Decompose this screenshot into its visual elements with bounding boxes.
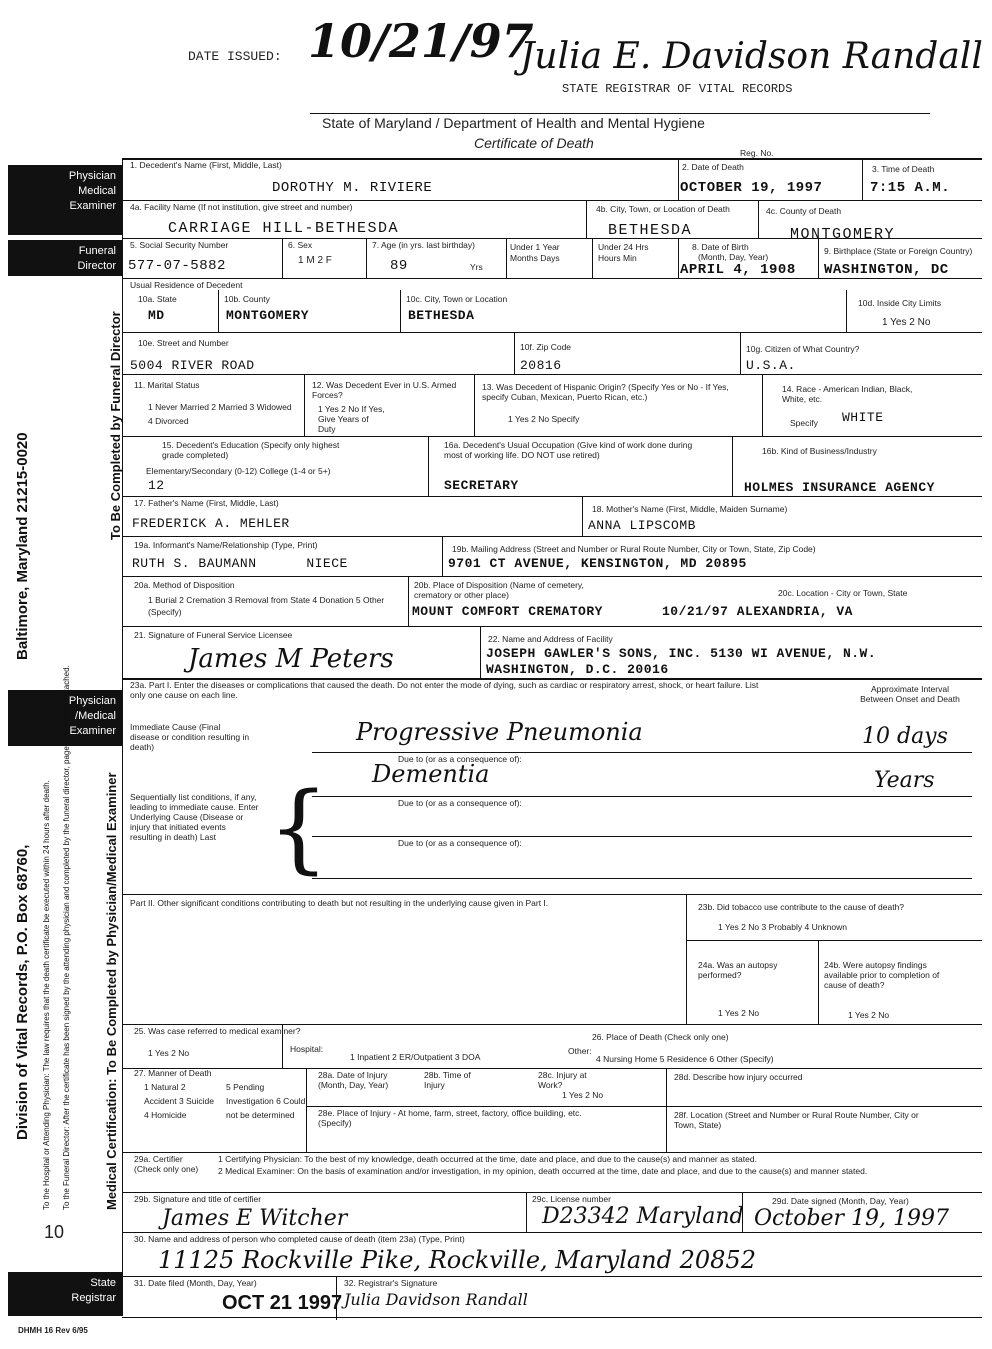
- f31-label: 31. Date filed (Month, Day, Year): [134, 1278, 257, 1288]
- f28e-label: 28e. Place of Injury - At home, farm, street, factory, office building, etc. (Specify): [318, 1108, 582, 1128]
- medical-vertical-text: Medical Certification: To Be Completed by Physician/Medical Examiner: [104, 772, 119, 1210]
- part2-label: Part II. Other significant conditions contributing to death but not resulting in the underlying cause given in Part I.: [130, 898, 549, 908]
- f20b-label: 20b. Place of Disposition (Name of cemetery, crematory or other place): [414, 580, 584, 600]
- city: BETHESDA: [408, 308, 475, 323]
- manner-options-2: 5 Pending Investigation 6 Could not be determined: [226, 1082, 306, 1120]
- sex: 1 M 2 F: [298, 255, 332, 266]
- inside-city-limits: 1 Yes 2 No: [882, 317, 931, 328]
- hospital-options: 1 Inpatient 2 ER/Outpatient 3 DOA: [350, 1052, 481, 1062]
- street: 5004 RIVER ROAD: [130, 358, 255, 373]
- form-code: DHMH 16 Rev 6/95: [18, 1326, 88, 1335]
- county-of-death: MONTGOMERY: [790, 226, 896, 243]
- side-state-registrar: State Registrar: [8, 1272, 122, 1316]
- completer-address: 11125 Rockville Pike, Rockville, Maryland 20852: [158, 1246, 756, 1274]
- city-of-death: BETHESDA: [608, 222, 693, 239]
- agency-name: State of Maryland / Department of Health and Mental Hygiene: [322, 115, 705, 131]
- f10f-label: 10f. Zip Code: [520, 342, 572, 352]
- f24a-label: 24a. Was an autopsy performed?: [698, 960, 778, 980]
- registrar-signature-bottom: Julia Davidson Randall: [344, 1290, 528, 1309]
- f29b-label: 29b. Signature and title of certifier: [134, 1194, 262, 1204]
- disposition-place: MOUNT COMFORT CREMATORY: [412, 604, 603, 619]
- f4a-label: 4a. Facility Name (If not institution, give street and number): [130, 202, 353, 212]
- side-physician-1: Physician Medical Examiner: [8, 165, 122, 235]
- f23b-label: 23b. Did tobacco use contribute to the cause of death?: [698, 902, 905, 912]
- f7-label: 7. Age (in yrs. last birthday): [372, 240, 475, 250]
- business: HOLMES INSURANCE AGENCY: [744, 480, 935, 495]
- f17-label: 17. Father's Name (First, Middle, Last): [134, 498, 279, 508]
- under-1-sub: Months Days: [510, 253, 560, 263]
- due-to-2: Due to (or as a consequence of):: [398, 798, 522, 808]
- facility-line-2: WASHINGTON, D.C. 20016: [486, 662, 669, 677]
- date-issued-label: DATE ISSUED:: [188, 49, 282, 64]
- f5-label: 5. Social Security Number: [130, 240, 229, 250]
- time-of-death: 7:15 A.M.: [870, 180, 951, 196]
- f32-label: 32. Registrar's Signature: [344, 1278, 438, 1288]
- under-24-sub: Hours Min: [598, 253, 637, 263]
- citizen-country: U.S.A.: [746, 358, 796, 373]
- f19b-label: 19b. Mailing Address (Street and Number or Rural Route Number, City or Town, State, Zip Code): [452, 544, 816, 554]
- certifier-option-2: 2 Medical Examiner: On the basis of examination and/or investigation, in my opinion, death occurred at the time, date and place, and due to the cause(s) and manner stated.: [218, 1166, 868, 1176]
- zip: 20816: [520, 358, 562, 373]
- interval-label: Approximate Interval Between Onset and Death: [860, 684, 960, 704]
- f19a-label: 19a. Informant's Name/Relationship (Type, Print): [134, 540, 318, 550]
- f15-label: 15. Decedent's Education (Specify only highest grade completed): [162, 440, 340, 460]
- due-to-3: Due to (or as a consequence of):: [398, 838, 522, 848]
- hispanic-options: 1 Yes 2 No Specify: [508, 414, 580, 424]
- date-signed: October 19, 1997: [754, 1206, 950, 1231]
- f20c-label: 20c. Location - City or Town, State: [778, 588, 908, 598]
- county: MONTGOMERY: [226, 308, 310, 323]
- autopsy-options: 1 Yes 2 No: [718, 1008, 760, 1018]
- registrar-title: STATE REGISTRAR OF VITAL RECORDS: [562, 82, 793, 96]
- f4c-label: 4c. County of Death: [766, 206, 842, 216]
- armed-forces-options: 1 Yes 2 No If Yes, Give Years of Duty: [318, 404, 385, 434]
- ssn: 577-07-5882: [128, 258, 226, 274]
- f14-specify: Specify: [790, 418, 818, 428]
- f30-label: 30. Name and address of person who completed cause of death (item 23a) (Type, Print): [134, 1234, 465, 1244]
- date-issued: 10/21/97: [308, 14, 534, 68]
- age-unit: Yrs: [470, 262, 483, 272]
- hospital-label: Hospital:: [290, 1044, 324, 1054]
- sequential-label: Sequentially list conditions, if any, leading to immediate cause. Enter Underlying Cause (Disease or injury that initiated events resulting in death) Last: [130, 792, 259, 842]
- immediate-cause-label: Immediate Cause (Final disease or condition resulting in death): [130, 722, 250, 752]
- f3-label: 3. Time of Death: [872, 164, 935, 174]
- education: 12: [148, 478, 165, 493]
- f9-label: 9. Birthplace (State or Foreign Country): [824, 246, 973, 256]
- informant-address: 9701 CT AVENUE, KENSINGTON, MD 20895: [448, 556, 747, 571]
- referred-options: 1 Yes 2 No: [148, 1048, 190, 1058]
- decedent-name: DOROTHY M. RIVIERE: [272, 180, 433, 196]
- informant: RUTH S. BAUMANN NIECE: [132, 556, 348, 571]
- address-vertical-2: Baltimore, Maryland 21215-0020: [14, 432, 31, 660]
- instructions-vertical-1: To the Hospital or Attending Physician: The law requires that the death certificate be executed within 24 hours after death.: [42, 780, 51, 1210]
- brace: {: [268, 772, 330, 884]
- f16b-label: 16b. Kind of Business/Industry: [762, 446, 877, 456]
- reg-no-label: Reg. No.: [740, 148, 774, 158]
- birthplace: WASHINGTON, DC: [824, 262, 949, 278]
- form-body: [122, 158, 982, 1318]
- occupation: SECRETARY: [444, 478, 519, 493]
- f18-label: 18. Mother's Name (First, Middle, Maiden Surname): [592, 504, 788, 514]
- state: MD: [148, 308, 165, 323]
- mother-name: ANNA LIPSCOMB: [588, 518, 696, 533]
- f10c-label: 10c. City, Town or Location: [406, 294, 508, 304]
- f2-label: 2. Date of Death: [682, 162, 744, 172]
- f12-label: 12. Was Decedent Ever in U.S. Armed Forces?: [312, 380, 457, 400]
- manner-options-1: 1 Natural 2 Accident 3 Suicide 4 Homicide: [144, 1082, 214, 1120]
- f1-label: 1. Decedent's Name (First, Middle, Last): [130, 160, 282, 170]
- f29c-label: 29c. License number: [532, 1194, 611, 1204]
- injury-work-options: 1 Yes 2 No: [562, 1090, 604, 1100]
- father-name: FREDERICK A. MEHLER: [132, 516, 290, 531]
- funeral-signature: James M Peters: [188, 644, 394, 674]
- registrar-signature: Julia E. Davidson Randall: [520, 36, 983, 77]
- f16a-label: 16a. Decedent's Usual Occupation (Give kind of work done during most of working life. DO NOT use retired): [444, 440, 693, 460]
- f28a-label: 28a. Date of Injury (Month, Day, Year): [318, 1070, 389, 1090]
- f27-label: 27. Manner of Death: [134, 1068, 212, 1078]
- f29a-label: 29a. Certifier (Check only one): [134, 1154, 199, 1174]
- date-of-birth: APRIL 4, 1908: [680, 262, 796, 278]
- funeral-vertical-text: To Be Completed by Funeral Director: [108, 311, 123, 540]
- f28c-label: 28c. Injury at Work?: [538, 1070, 587, 1090]
- f22-label: 22. Name and Address of Facility: [488, 634, 613, 644]
- f14-label: 14. Race - American Indian, Black, White, etc.: [782, 384, 913, 404]
- f10b-label: 10b. County: [224, 294, 270, 304]
- cause-b-interval: Years: [874, 768, 935, 793]
- f10e-label: 10e. Street and Number: [138, 338, 229, 348]
- certifier-option-1: 1 Certifying Physician: To the best of my knowledge, death occurred at the time, date and place, and due to the cause(s) and manner as stated.: [218, 1154, 757, 1164]
- f28f-label: 28f. Location (Street and Number or Rural Route Number, City or Town, State): [674, 1110, 919, 1130]
- f11-label: 11. Marital Status: [134, 380, 200, 390]
- f23a-label: 23a. Part I. Enter the diseases or complications that caused the death. Do not enter the mode of dying, such as cardiac or respiratory arrest, shock, or heart failure. List only one cause on each line.: [130, 680, 759, 700]
- certifier-signature: James E Witcher: [162, 1206, 348, 1231]
- f28d-label: 28d. Describe how injury occurred: [674, 1072, 803, 1082]
- marital-options: 1 Never Married 2 Married 3 Widowed 4 Divorced: [148, 402, 292, 426]
- cause-b: Dementia: [372, 760, 490, 788]
- f8-sub: (Month, Day, Year): [698, 252, 769, 262]
- tobacco-options-text: 1 Yes 2 No 3 Probably 4 Unknown: [718, 922, 848, 932]
- form-title: Certificate of Death: [474, 135, 594, 151]
- facility-line-1: JOSEPH GAWLER'S SONS, INC. 5130 WI AVENUE, N.W.: [486, 646, 877, 661]
- disposition-options: 1 Burial 2 Cremation 3 Removal from State 4 Donation 5 Other (Specify): [148, 595, 385, 617]
- f8-label: 8. Date of Birth: [692, 242, 749, 252]
- f15-sub: Elementary/Secondary (0-12) College (1-4 or 5+): [146, 466, 331, 476]
- number-ten: 10: [44, 1222, 65, 1242]
- f29d-label: 29d. Date signed (Month, Day, Year): [772, 1196, 909, 1206]
- f24b-label: 24b. Were autopsy findings available prior to completion of cause of death?: [824, 960, 940, 990]
- f25-label: 25. Was case referred to medical examiner?: [134, 1026, 301, 1036]
- due-to-1: Due to (or as a consequence of):: [398, 754, 522, 764]
- address-vertical-1: Division of Vital Records, P.O. Box 68760,: [14, 844, 31, 1140]
- license-number: D23342 Maryland: [542, 1204, 744, 1229]
- header: [0, 0, 992, 160]
- other-options: 4 Nursing Home 5 Residence 6 Other (Specify): [596, 1054, 774, 1064]
- race: WHITE: [842, 410, 884, 425]
- date-filed: OCT 21 1997: [222, 1292, 343, 1314]
- f6-label: 6. Sex: [288, 240, 313, 250]
- other-label: Other:: [568, 1046, 592, 1056]
- f28b-label: 28b. Time of Injury: [424, 1070, 471, 1090]
- cause-a: Progressive Pneumonia: [356, 718, 643, 746]
- instructions-vertical-2: To the Funeral Director: After the certificate has been signed by the attending physician and completed by the funeral director, page 2 should be detached.: [62, 665, 71, 1210]
- side-physician-2: Physician /Medical Examiner: [8, 690, 122, 746]
- f10a-label: 10a. State: [138, 294, 177, 304]
- age: 89: [390, 258, 408, 274]
- f21-label: 21. Signature of Funeral Service Licensee: [134, 630, 293, 640]
- f4b-label: 4b. City, Town, or Location of Death: [596, 204, 730, 214]
- date-of-death: OCTOBER 19, 1997: [680, 180, 823, 196]
- f10g-label: 10g. Citizen of What Country?: [746, 344, 860, 354]
- facility-name: CARRIAGE HILL-BETHESDA: [168, 220, 400, 237]
- f13-label: 13. Was Decedent of Hispanic Origin? (Specify Yes or No - If Yes, specify Cuban, Mexican, Puerto Rican, etc.): [482, 382, 729, 402]
- f26-label: 26. Place of Death (Check only one): [592, 1032, 729, 1042]
- residence-label: Usual Residence of Decedent: [130, 280, 243, 290]
- under-1-label: Under 1 Year: [510, 242, 560, 252]
- autopsy-findings-options: 1 Yes 2 No: [848, 1010, 890, 1020]
- f20a-label: 20a. Method of Disposition: [134, 580, 235, 590]
- under-24-label: Under 24 Hrs: [598, 242, 649, 252]
- cause-a-interval: 10 days: [862, 724, 948, 749]
- disposition-location: 10/21/97 ALEXANDRIA, VA: [662, 604, 853, 619]
- f10d-label: 10d. Inside City Limits: [858, 298, 942, 308]
- side-funeral-director: Funeral Director: [8, 240, 122, 276]
